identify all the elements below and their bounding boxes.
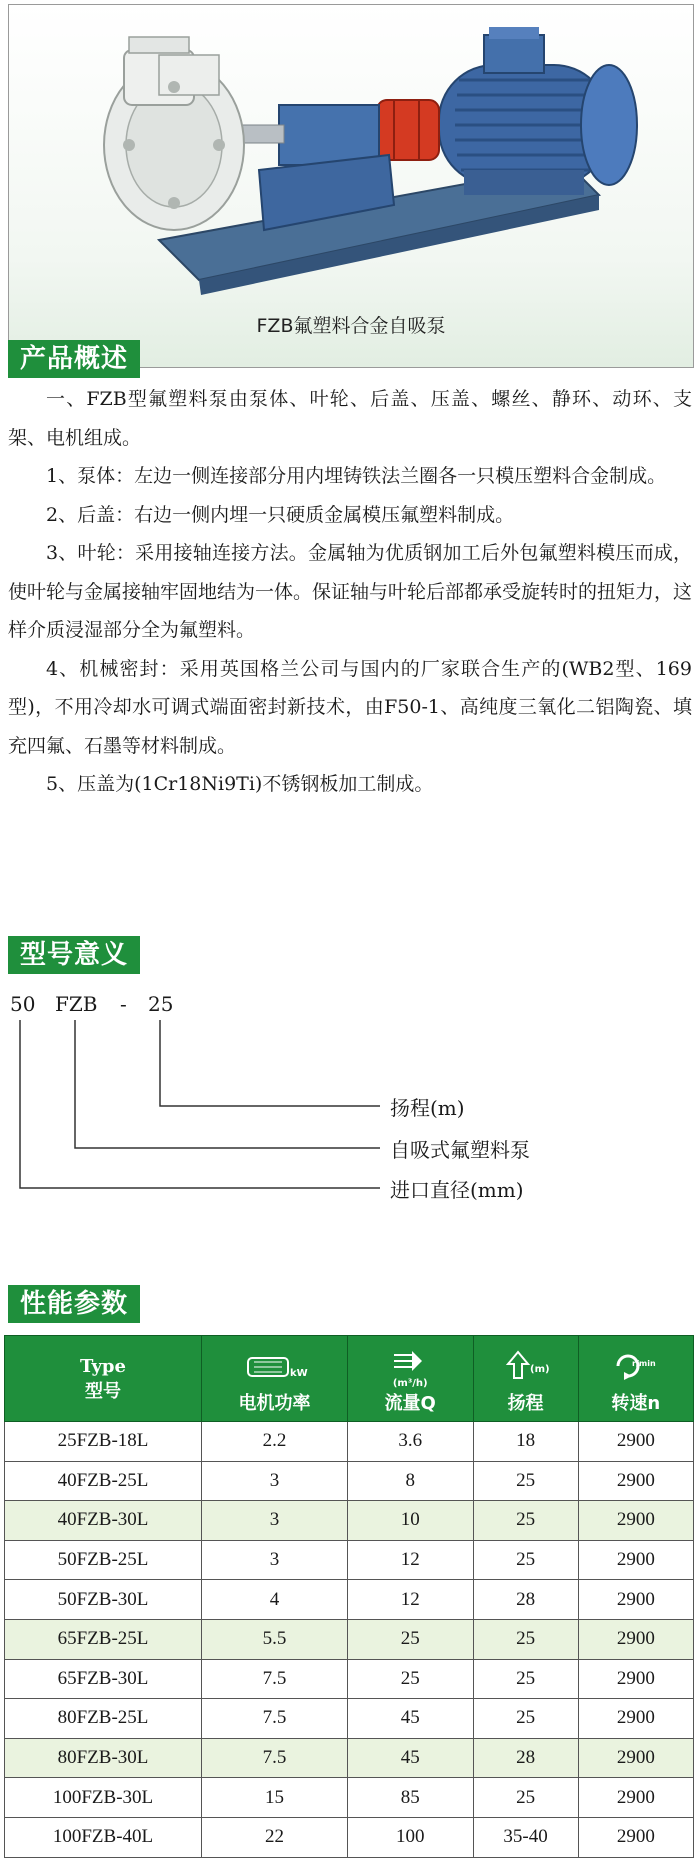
- cell-power: 22: [202, 1817, 348, 1857]
- model-code-inlet: 50: [10, 992, 36, 1016]
- performance-table: [4, 1335, 694, 1858]
- overview-paragraph: 5、压盖为(1Cr18Ni9Ti)不锈钢板加工制成。: [46, 773, 434, 795]
- cell-type: 80FZB-25L: [5, 1699, 202, 1739]
- model-meaning-head: 扬程(m): [390, 1096, 465, 1120]
- column-type-cn: 型号: [85, 1380, 121, 1402]
- cell-type: 40FZB-25L: [5, 1461, 202, 1501]
- cell-head: 28: [473, 1580, 578, 1620]
- cell-type: 100FZB-40L: [5, 1817, 202, 1857]
- column-flow-label: 流量Q: [384, 1393, 436, 1414]
- cell-type: 50FZB-25L: [5, 1540, 202, 1580]
- table-row: [5, 1699, 694, 1739]
- overview-paragraph: 2、后盖：右边一侧内埋一只硬质金属模压氟塑料制成。: [46, 503, 515, 526]
- column-head-label: 扬程: [507, 1393, 544, 1414]
- column-speed: [578, 1336, 693, 1422]
- cell-head: 18: [473, 1422, 578, 1462]
- cell-head: 25: [473, 1501, 578, 1541]
- cell-speed: 2900: [578, 1540, 693, 1580]
- overview-paragraph: 一、FZB型氟塑料泵由泵体、叶轮、后盖、压盖、螺丝、静环、动环、支架、电机组成。: [8, 388, 692, 449]
- motor-icon: [203, 1354, 346, 1385]
- cell-speed: 2900: [578, 1699, 693, 1739]
- cell-speed: 2900: [578, 1461, 693, 1501]
- cell-power: 2.2: [202, 1422, 348, 1462]
- cell-flow: 25: [347, 1619, 473, 1659]
- column-type: [5, 1336, 202, 1422]
- photo-caption: FZB氟塑料合金自吸泵: [256, 315, 446, 337]
- cell-flow: 8: [347, 1461, 473, 1501]
- overview-paragraph: 3、叶轮：采用接轴连接方法。金属轴为优质钢加工后外包氟塑料模压而成，使叶轮与金属接轴牢固地结为一体。保证轴与叶轮后部都承受旋转时的扭矩力，这样介质浸湿部分全为氟塑料。: [8, 542, 693, 641]
- cell-power: 3: [202, 1461, 348, 1501]
- cell-type: 25FZB-18L: [5, 1422, 202, 1462]
- cell-power: 15: [202, 1778, 348, 1818]
- table-row: [5, 1422, 694, 1462]
- model-code-series: FZB: [55, 992, 98, 1016]
- table-row: [5, 1817, 694, 1857]
- head-arrow-icon: [475, 1350, 577, 1385]
- cell-power: 4: [202, 1580, 348, 1620]
- cell-power: 7.5: [202, 1659, 348, 1699]
- cell-flow: 10: [347, 1501, 473, 1541]
- cell-type: 65FZB-25L: [5, 1619, 202, 1659]
- cell-speed: 2900: [578, 1580, 693, 1620]
- cell-speed: 2900: [578, 1422, 693, 1462]
- overview-heading: 产品概述: [8, 340, 140, 378]
- cell-speed: 2900: [578, 1817, 693, 1857]
- column-power-label: 电机功率: [238, 1393, 311, 1414]
- model-code-dash: -: [120, 992, 127, 1016]
- cell-type: 80FZB-30L: [5, 1738, 202, 1778]
- column-head: [473, 1336, 578, 1422]
- cell-type: 50FZB-30L: [5, 1580, 202, 1620]
- cell-speed: 2900: [578, 1659, 693, 1699]
- rotation-icon: [580, 1352, 692, 1385]
- table-row: [5, 1580, 694, 1620]
- overview-paragraph: 1、泵体：左边一侧连接部分用内埋铸铁法兰圈各一只模压塑料合金制成。: [46, 465, 667, 487]
- cell-head: 25: [473, 1699, 578, 1739]
- cell-flow: 12: [347, 1580, 473, 1620]
- overview-text: [8, 380, 692, 804]
- table-row: [5, 1659, 694, 1699]
- cell-flow: 85: [347, 1778, 473, 1818]
- table-row: [5, 1540, 694, 1580]
- column-flow: [347, 1336, 473, 1422]
- cell-power: 7.5: [202, 1738, 348, 1778]
- cell-flow: 25: [347, 1659, 473, 1699]
- cell-flow: 100: [347, 1817, 473, 1857]
- cell-speed: 2900: [578, 1738, 693, 1778]
- overview-paragraph: 4、机械密封：采用英国格兰公司与国内的厂家联合生产的(WB2型、169型)，不用冷却水可调式端面密封新技术，由F50-1、高纯度三氧化二铝陶瓷、填充四氟、石墨等材料制成。: [8, 657, 692, 757]
- cell-type: 100FZB-30L: [5, 1778, 202, 1818]
- cell-flow: 45: [347, 1738, 473, 1778]
- product-photo-frame: [8, 4, 694, 368]
- cell-power: 3: [202, 1501, 348, 1541]
- cell-head: 25: [473, 1659, 578, 1699]
- cell-power: 7.5: [202, 1699, 348, 1739]
- flow-icon: [349, 1349, 472, 1380]
- table-row: [5, 1501, 694, 1541]
- cell-head: 35-40: [473, 1817, 578, 1857]
- flow-unit: (m³/h): [392, 1378, 428, 1389]
- power-unit: kW: [290, 1368, 309, 1379]
- model-meaning-inlet: 进口直径(mm): [390, 1178, 524, 1202]
- cell-flow: 45: [347, 1699, 473, 1739]
- model-leader-lines: [0, 978, 700, 1248]
- cell-head: 25: [473, 1619, 578, 1659]
- table-header-row: [5, 1336, 694, 1422]
- cell-head: 25: [473, 1461, 578, 1501]
- column-power: [202, 1336, 348, 1422]
- cell-flow: 12: [347, 1540, 473, 1580]
- pump-illustration: [9, 5, 693, 305]
- cell-speed: 2900: [578, 1619, 693, 1659]
- cell-speed: 2900: [578, 1501, 693, 1541]
- cell-speed: 2900: [578, 1778, 693, 1818]
- table-row: [5, 1619, 694, 1659]
- table-row: [5, 1778, 694, 1818]
- model-heading: 型号意义: [8, 936, 140, 974]
- cell-head: 25: [473, 1540, 578, 1580]
- speed-unit: r/min: [631, 1359, 656, 1368]
- cell-power: 3: [202, 1540, 348, 1580]
- cell-power: 5.5: [202, 1619, 348, 1659]
- cell-flow: 3.6: [347, 1422, 473, 1462]
- model-code-diagram: [0, 978, 700, 1248]
- specs-heading: 性能参数: [8, 1285, 140, 1323]
- model-code-head: 25: [148, 992, 174, 1016]
- table-body: [5, 1422, 694, 1858]
- cell-type: 65FZB-30L: [5, 1659, 202, 1699]
- cell-head: 28: [473, 1738, 578, 1778]
- table-row: [5, 1738, 694, 1778]
- column-type-en: Type: [80, 1355, 126, 1377]
- column-speed-label: 转速n: [611, 1393, 661, 1414]
- head-unit: (m): [529, 1364, 550, 1375]
- model-meaning-type: 自吸式氟塑料泵: [390, 1138, 530, 1162]
- table-row: [5, 1461, 694, 1501]
- cell-head: 25: [473, 1778, 578, 1818]
- cell-type: 40FZB-30L: [5, 1501, 202, 1541]
